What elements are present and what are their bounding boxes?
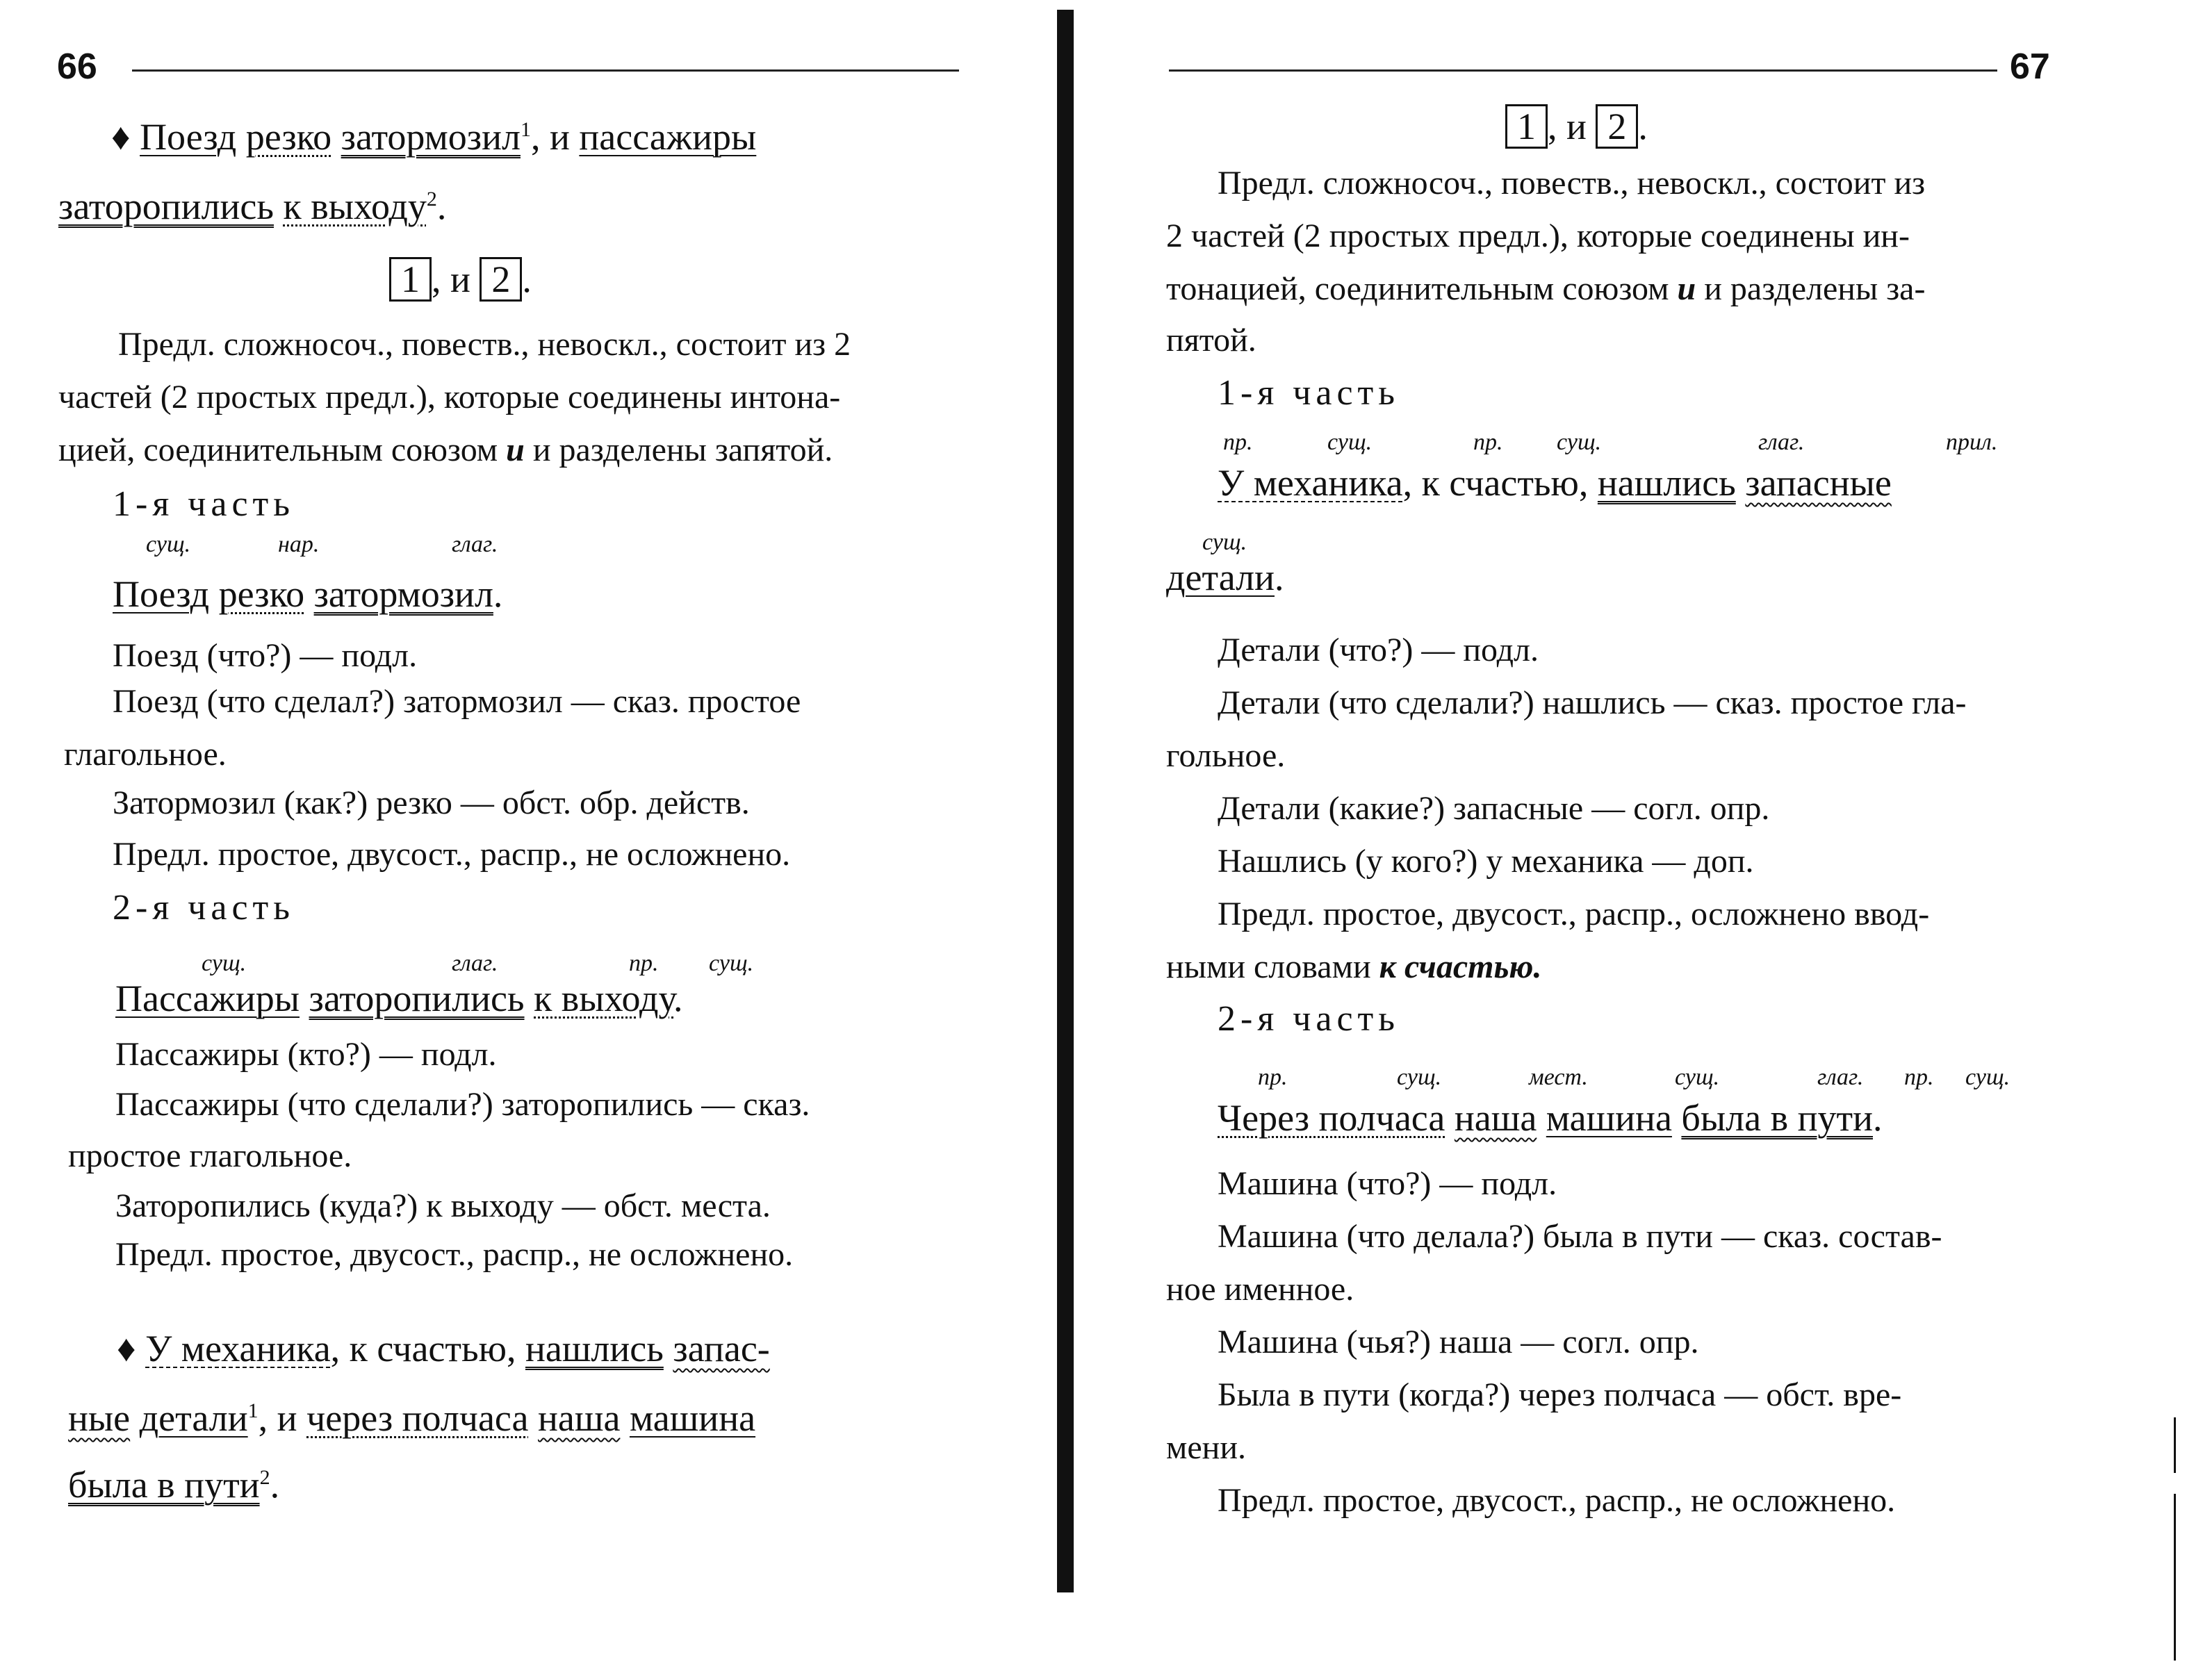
pos-label: глаг. <box>1817 1064 1864 1090</box>
analysis-line: Пассажиры (кто?) — подл. <box>115 1036 497 1073</box>
subject-word: Поезд <box>113 573 210 615</box>
text: , к счастью, <box>1402 462 1589 504</box>
adverbial-word: через полчаса <box>306 1397 529 1439</box>
separator: , и <box>258 1397 297 1439</box>
attribute-word: ные <box>68 1397 131 1439</box>
sentence-scheme <box>389 257 532 302</box>
part-heading: 1-я часть <box>113 484 295 524</box>
bullet-icon: ♦ <box>111 116 131 158</box>
predicate-word: затормозил <box>341 116 521 158</box>
example-sentence-line <box>68 1398 755 1439</box>
predicate-word: была в пути <box>1681 1097 1873 1139</box>
analyzed-sentence <box>1166 557 1284 598</box>
analysis-line: Была в пути (когда?) через полчаса — обст. вре- <box>1218 1376 1902 1413</box>
header-rule <box>132 69 959 72</box>
analysis-line: Заторопились (куда?) к выходу — обст. места. <box>115 1187 771 1224</box>
part-heading: 1-я часть <box>1218 373 1400 413</box>
punctuation: . <box>1638 106 1648 147</box>
analysis-line: Поезд (что?) — подл. <box>113 637 418 674</box>
scheme-conjunction: , и <box>1548 106 1587 147</box>
predicate-word: была в пути <box>68 1464 260 1506</box>
predicate-word: нашлись <box>1597 462 1736 504</box>
analysis-line: Предл. простое, двусост., распр., не осложнено. <box>1218 1482 1896 1519</box>
attribute-word: запас- <box>673 1328 770 1369</box>
attribute-word: наша <box>538 1397 621 1439</box>
attribute-word: наша <box>1454 1097 1537 1139</box>
pos-label: глаг. <box>452 532 498 557</box>
book-spine <box>1057 10 1074 1592</box>
scheme-box: 2 <box>480 257 522 302</box>
emphasis: и <box>506 431 525 468</box>
adverbial-word: к выходу <box>283 186 427 227</box>
analysis-line: Детали (что?) — подл. <box>1218 632 1539 668</box>
punctuation: . <box>522 258 532 300</box>
adverbial-word: резко <box>218 573 305 615</box>
part-heading: 2-я часть <box>1218 999 1400 1039</box>
punctuation: . <box>436 186 447 227</box>
analysis-line: Детали (что сделали?) нашлись — сказ. простое гла- <box>1218 684 1967 721</box>
description-line: 2 частей (2 простых предл.), которые соединены ин- <box>1166 217 1910 254</box>
analysis-line: Предл. простое, двусост., распр., не осложнено. <box>113 836 791 873</box>
example-sentence-line <box>111 117 756 158</box>
footnote-number: 2 <box>259 1466 270 1489</box>
description-line: частей (2 простых предл.), которые соединены интона- <box>58 379 841 415</box>
analysis-line <box>1166 949 1541 986</box>
pos-label: сущ. <box>202 950 247 976</box>
example-sentence-line <box>68 1465 279 1506</box>
analysis-line: мени. <box>1166 1429 1247 1466</box>
pos-label: мест. <box>1529 1064 1588 1090</box>
subject-word: машина <box>1546 1097 1672 1139</box>
header-rule <box>1169 69 1997 72</box>
analysis-line: гольное. <box>1166 737 1286 774</box>
subject-word: машина <box>629 1397 756 1439</box>
footnote-number: 1 <box>520 118 531 141</box>
description-line: Предл. сложносоч., повеств., невоскл., состоит из <box>1218 165 1926 201</box>
adverbial-word: к выходу <box>534 978 674 1019</box>
object-word: У механика <box>1218 462 1403 504</box>
subject-word: детали <box>1166 557 1275 598</box>
predicate-word: заторопились <box>309 978 525 1019</box>
sentence-scheme <box>1505 104 1648 149</box>
predicate-word: заторопились <box>58 186 275 227</box>
predicate-word: затормозил <box>313 573 493 615</box>
analysis-line: Поезд (что сделал?) затормозил — сказ. простое <box>113 683 801 720</box>
left-page <box>0 0 1056 1680</box>
pos-label: сущ. <box>709 950 754 976</box>
pos-label: прил. <box>1946 429 1998 455</box>
analysis-line: Детали (какие?) запасные — согл. опр. <box>1218 790 1770 827</box>
scheme-box: 2 <box>1596 104 1638 149</box>
pos-label: сущ. <box>1202 529 1247 555</box>
punctuation: . <box>1275 557 1284 598</box>
footnote-number: 1 <box>247 1399 259 1422</box>
text: ными словами <box>1166 948 1379 985</box>
analysis-line: Предл. простое, двусост., распр., осложнено ввод- <box>1218 896 1930 932</box>
part-heading: 2-я часть <box>113 888 295 928</box>
analysis-line: Затормозил (как?) резко — обст. обр. действ. <box>113 784 750 821</box>
analyzed-sentence <box>1218 1098 1883 1139</box>
object-word: У механика <box>145 1328 331 1369</box>
punctuation: . <box>673 978 683 1019</box>
pos-label: сущ. <box>1675 1064 1720 1090</box>
pos-label: глаг. <box>1758 429 1805 455</box>
punctuation: . <box>493 573 503 615</box>
pos-label: пр. <box>1258 1064 1288 1090</box>
pos-label: сущ. <box>146 532 191 557</box>
text: и разделены запятой. <box>524 431 833 468</box>
pos-label: пр. <box>629 950 659 976</box>
description-line <box>1166 271 1925 308</box>
description-line: пятой. <box>1166 322 1256 359</box>
pos-label: глаг. <box>452 950 498 976</box>
analysis-line: Предл. простое, двусост., распр., не осложнено. <box>115 1236 794 1273</box>
analysis-line: Машина (что делала?) была в пути — сказ. состав- <box>1218 1218 1942 1255</box>
subject-word: пассажиры <box>579 116 757 158</box>
right-page <box>1084 0 2187 1680</box>
pos-label: сущ. <box>1397 1064 1442 1090</box>
text: , к счастью, <box>330 1328 516 1369</box>
analyzed-sentence <box>113 574 502 615</box>
analyzed-sentence <box>1218 463 1892 504</box>
example-sentence-line <box>117 1328 770 1369</box>
text: цией, соединительным союзом <box>58 431 507 468</box>
analysis-line: Машина (чья?) наша — согл. опр. <box>1218 1324 1699 1360</box>
subject-word: детали <box>139 1397 248 1439</box>
subject-word: Пассажиры <box>115 978 300 1019</box>
description-line <box>58 432 833 469</box>
analysis-line: Нашлись (у кого?) у механика — доп. <box>1218 843 1754 880</box>
punctuation: . <box>1873 1097 1883 1139</box>
pos-label: пр. <box>1904 1064 1934 1090</box>
analysis-line: Пассажиры (что сделали?) заторопились — сказ. <box>115 1086 810 1123</box>
example-sentence-line <box>58 186 446 227</box>
emphasis: и <box>1677 270 1696 307</box>
analysis-line: Машина (что?) — подл. <box>1218 1165 1557 1202</box>
emphasis: к счастью. <box>1379 948 1542 985</box>
pos-label: сущ. <box>1327 429 1373 455</box>
pos-label: сущ. <box>1557 429 1602 455</box>
description-line: Предл. сложносоч., повеств., невоскл., состоит из 2 <box>118 326 851 363</box>
bullet-icon: ♦ <box>117 1328 136 1369</box>
text: тонацией, соединительным союзом <box>1166 270 1678 307</box>
attribute-word: запасные <box>1745 462 1892 504</box>
analyzed-sentence <box>115 978 683 1019</box>
page-number: 67 <box>2010 47 2050 87</box>
analysis-line: простое глагольное. <box>68 1137 352 1174</box>
scheme-box: 1 <box>1505 104 1548 149</box>
scheme-conjunction: , и <box>432 258 470 300</box>
analysis-line: глагольное. <box>64 736 227 773</box>
analysis-line: ное именное. <box>1166 1271 1354 1308</box>
pos-label: сущ. <box>1965 1064 2010 1090</box>
pos-label: пр. <box>1473 429 1503 455</box>
separator: , и <box>530 116 570 158</box>
page-number: 66 <box>57 47 97 87</box>
subject-word: Поезд <box>140 116 237 158</box>
scheme-box: 1 <box>389 257 432 302</box>
adverbial-word: резко <box>245 116 332 158</box>
text: и разделены за- <box>1696 270 1926 307</box>
pos-label: пр. <box>1223 429 1253 455</box>
footnote-number: 2 <box>426 188 437 211</box>
adverbial-word: Через полчаса <box>1218 1097 1445 1139</box>
punctuation: . <box>270 1464 280 1506</box>
predicate-word: нашлись <box>525 1328 664 1369</box>
pos-label: нар. <box>278 532 320 557</box>
